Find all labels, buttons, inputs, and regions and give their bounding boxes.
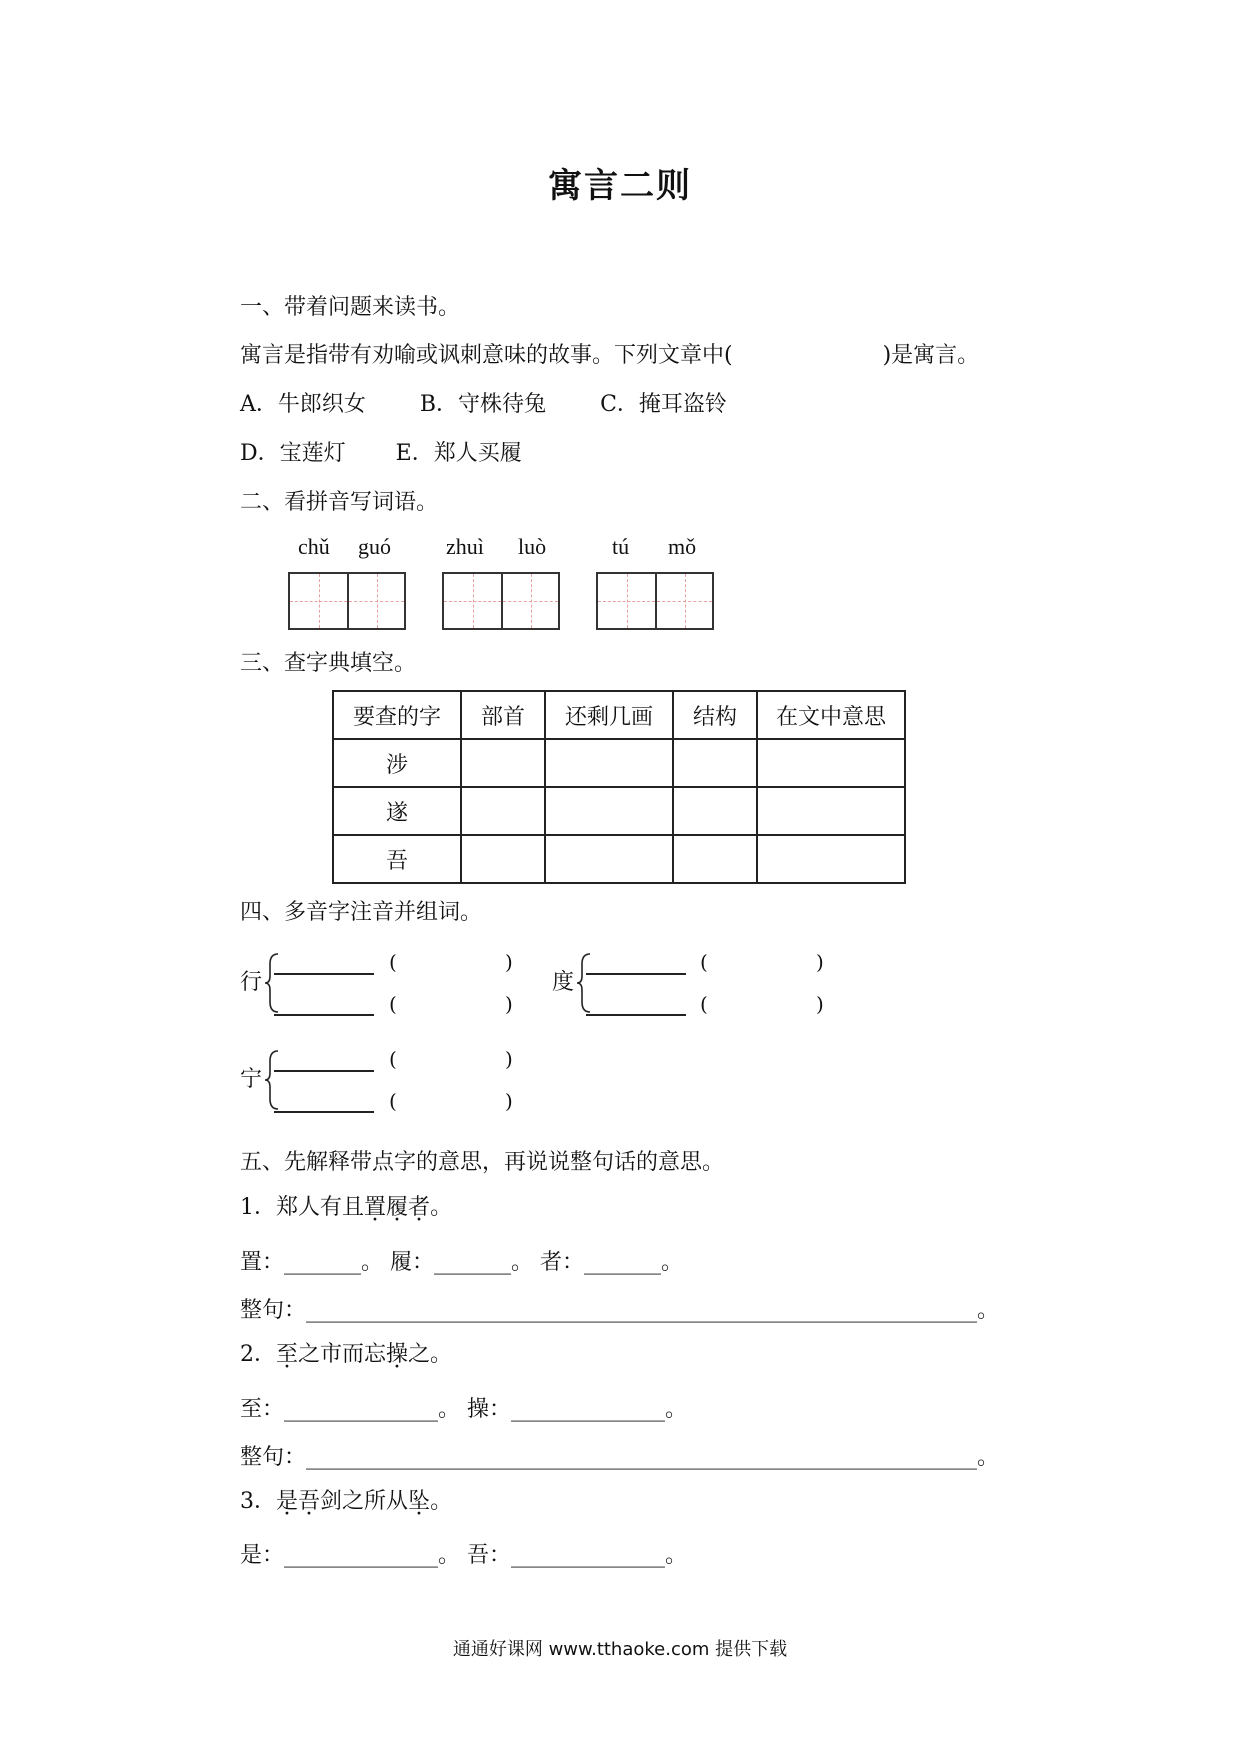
paren-open: ( [389,1089,397,1113]
dotted-char: 操 [386,1342,409,1367]
answer-cell[interactable] [545,835,673,883]
pinyin: mǒ [668,534,697,559]
header-cell: 在文中意思 [757,691,905,739]
dotted-char: 置 [364,1195,387,1220]
section-3-heading: 三、查字典填空。 [240,651,417,676]
question-text-end: )是寓言。 [882,343,980,368]
brace-icon [264,952,280,1014]
header-cell: 还剩几画 [545,691,673,739]
pinyin: chǔ [298,534,330,559]
dotted-char: 吾 [298,1489,321,1514]
char-cell: 吾 [333,835,461,883]
grid-cell[interactable] [347,574,404,628]
sentence-text: 。 [430,1489,453,1514]
sentence-text: 郑人有且 [276,1195,365,1220]
section-1-question [240,338,979,369]
answer-cell[interactable] [673,787,757,835]
grid-cell[interactable] [290,574,347,628]
grid-cell[interactable] [598,574,655,628]
paren-open: ( [700,992,708,1016]
answer-cell[interactable] [673,835,757,883]
table-row [333,787,905,835]
answer-cell[interactable] [757,787,905,835]
sentence-text: 。 [430,1195,453,1220]
answer-cell[interactable] [757,835,905,883]
brace-icon [576,952,592,1014]
option-d: D．宝莲灯 [240,441,346,466]
paren-close: ) [505,1047,513,1071]
answer-cell[interactable] [461,787,545,835]
polyphone-char: 宁 [240,1067,263,1092]
table-row [333,835,905,883]
answer-cell[interactable] [461,739,545,787]
writing-grid[interactable] [442,572,560,630]
sentence-text: 剑之所从 [320,1489,409,1514]
sentence-text: 之。 [408,1342,453,1367]
brace-icon [264,1049,280,1111]
question-2 [240,1337,452,1368]
answer-line[interactable]: 置：_______。 履：_______。 者：_______。 [240,1250,683,1275]
answer-cell[interactable] [461,835,545,883]
question-3 [240,1484,452,1515]
dotted-char: 至 [276,1342,299,1367]
page-title: 寓言二则 [548,166,692,206]
section-4-heading: 四、多音字注音并组词。 [240,900,483,925]
answer-cell[interactable] [673,739,757,787]
options-row-1 [240,387,727,418]
answer-blank[interactable] [274,1014,374,1016]
grid-cell[interactable] [655,574,712,628]
paren-open: ( [389,992,397,1016]
polyphone-char: 行 [240,970,263,995]
question-number: 3． [240,1489,276,1514]
paren-close: ) [816,950,824,974]
grid-cell[interactable] [444,574,501,628]
dotted-char: 履 [386,1195,409,1220]
answer-blank[interactable] [274,1070,374,1072]
writing-grid[interactable] [288,572,406,630]
paren-open: ( [389,950,397,974]
table-row [333,739,905,787]
answer-line[interactable]: 整句：_____________________________________________________________。 [240,1298,1000,1323]
section-2-heading: 二、看拼音写词语。 [240,490,439,515]
options-row-2 [240,436,522,467]
paren-close: ) [505,992,513,1016]
dotted-char: 坠 [408,1489,431,1514]
sentence-text: 之市而忘 [298,1342,387,1367]
question-number: 2． [240,1342,276,1367]
answer-line[interactable]: 整句：_____________________________________________________________。 [240,1445,1000,1470]
answer-line[interactable]: 是：______________。 吾：______________。 [240,1543,687,1568]
option-b: B．守株待兔 [419,392,547,417]
paren-open: ( [389,1047,397,1071]
answer-cell[interactable] [757,739,905,787]
header-cell: 要查的字 [333,691,461,739]
pinyin: tú [612,534,630,559]
answer-blank[interactable] [274,1111,374,1113]
paren-close: ) [816,992,824,1016]
header-cell: 部首 [461,691,545,739]
pinyin: zhuì [446,534,484,559]
section-1-heading: 一、带着问题来读书。 [240,295,461,320]
answer-cell[interactable] [545,739,673,787]
answer-blank[interactable] [274,973,374,975]
question-number: 1． [240,1195,276,1220]
writing-grid[interactable] [596,572,714,630]
paren-close: ) [505,950,513,974]
answer-blank[interactable] [586,973,686,975]
grid-cell[interactable] [501,574,558,628]
char-cell: 遂 [333,787,461,835]
polyphone-char: 度 [552,970,575,995]
option-c: C．掩耳盗铃 [600,392,727,417]
answer-line[interactable]: 至：______________。 操：______________。 [240,1397,687,1422]
footer-credit: 通通好课网 www.tthaoke.com 提供下载 [452,1639,788,1660]
dotted-char: 是 [276,1489,299,1514]
dictionary-table [332,690,906,884]
paren-open: ( [700,950,708,974]
pinyin: guó [358,534,391,559]
char-cell: 涉 [333,739,461,787]
section-5-heading: 五、先解释带点字的意思，再说说整句话的意思。 [240,1150,725,1175]
pinyin: luò [518,534,547,559]
dotted-char: 者 [408,1195,431,1220]
answer-cell[interactable] [545,787,673,835]
paren-close: ) [505,1089,513,1113]
answer-blank[interactable] [586,1014,686,1016]
table-header-row [333,691,905,739]
option-e: E．郑人买履 [395,441,522,466]
option-a: A．牛郎织女 [240,392,366,417]
question-text: 寓言是指带有劝喻或讽刺意味的故事。下列文章中( [240,343,733,368]
header-cell: 结构 [673,691,757,739]
question-1 [240,1190,452,1221]
